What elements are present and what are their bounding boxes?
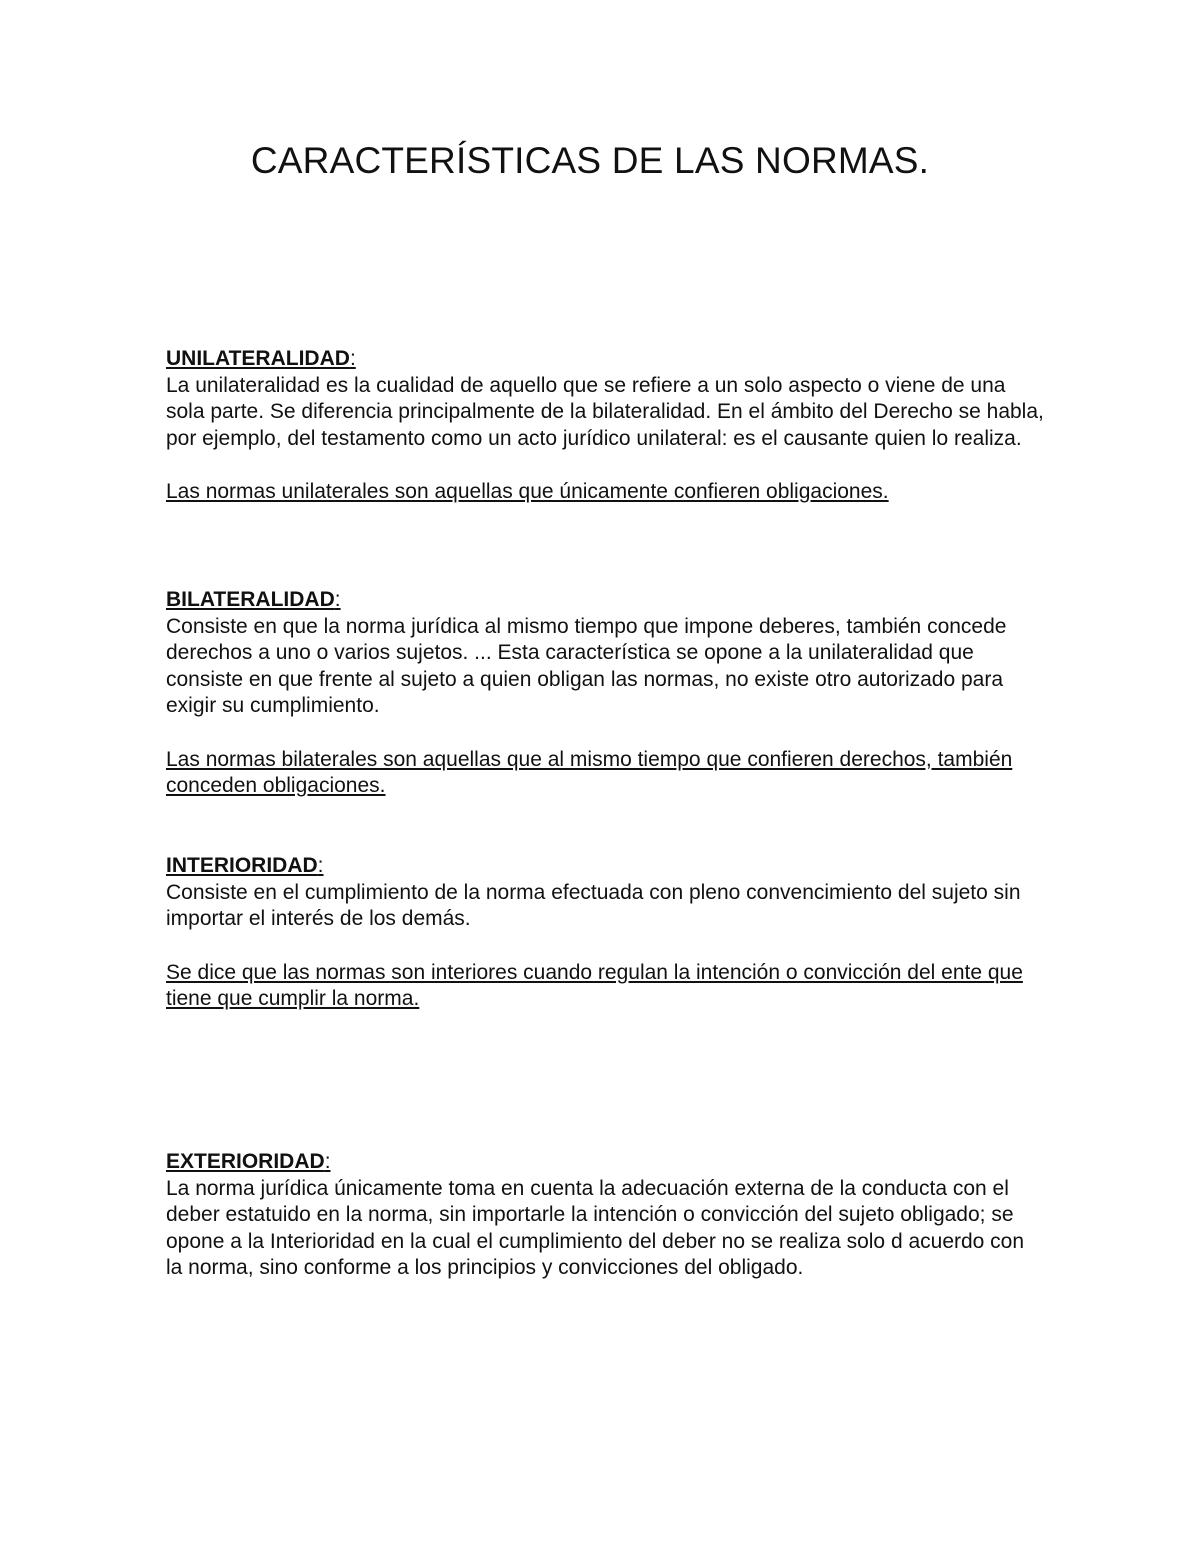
section-heading-colon: :: [324, 1150, 331, 1173]
section-interioridad: [166, 853, 1046, 1013]
section-heading-text: EXTERIORIDAD: [166, 1150, 325, 1173]
section-body: Consiste en que la norma jurídica al mismo tiempo que impone deberes, también concede derechos a uno o varios sujetos. ... Esta característica se opone a la unilateralidad que consiste en que frente al sujeto a quien obligan las normas, no existe otro autorizado para exigir su cumplimiento.: [166, 614, 1007, 717]
section-exterioridad: [166, 1149, 1046, 1282]
section-heading: [166, 853, 1046, 880]
section-heading: [166, 587, 1046, 614]
section-bilateralidad: [166, 587, 1046, 800]
section-note: Se dice que las normas son interiores cuando regulan la intención o convicción del ente que tiene que cumplir la norma.: [166, 960, 1023, 1010]
section-note: Las normas bilaterales son aquellas que al mismo tiempo que confieren derechos, también conceden obligaciones.: [166, 747, 1013, 797]
section-heading: [166, 346, 1046, 373]
section-heading-colon: :: [349, 347, 356, 370]
section-unilateralidad: [166, 346, 1046, 506]
section-heading-text: UNILATERALIDAD: [166, 347, 350, 370]
section-heading-text: INTERIORIDAD: [166, 854, 318, 877]
section-body: La unilateralidad es la cualidad de aquello que se refiere a un solo aspecto o viene de una sola parte. Se diferencia principalmente de la bilateralidad. En el ámbito del Derecho se habla, por ejemplo, del testamento como un acto jurídico unilateral: es el causante quien lo realiza.: [166, 373, 1044, 450]
section-note: Las normas unilaterales son aquellas que únicamente confieren obligaciones.: [166, 480, 889, 503]
section-heading: [166, 1149, 1046, 1176]
section-heading-colon: :: [334, 588, 341, 611]
section-heading-colon: :: [317, 854, 324, 877]
page-title: CARACTERÍSTICAS DE LAS NORMAS.: [250, 140, 930, 181]
section-body: La norma jurídica únicamente toma en cuenta la adecuación externa de la conducta con el deber estatuido en la norma, sin importarle la intención o convicción del sujeto obligado; se opone a la Interioridad en la cual el cumplimiento del deber no se realiza solo d acuerdo con la norma, sino conforme a los principios y convicciones del obligado.: [166, 1176, 1025, 1279]
section-heading-text: BILATERALIDAD: [166, 588, 335, 611]
section-body: Consiste en el cumplimiento de la norma efectuada con pleno convencimiento del sujeto sin importar el interés de los demás.: [166, 880, 1021, 930]
